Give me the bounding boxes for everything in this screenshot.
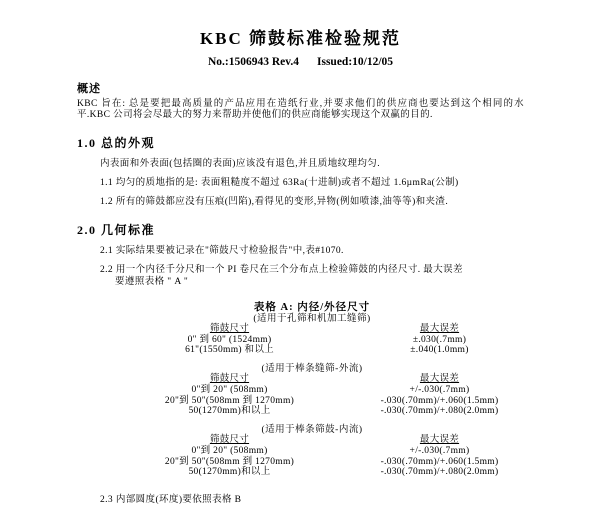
section-2-heading: 2.0 几何标准 <box>77 222 156 237</box>
cell-size: 61"(1550mm) 和以上 <box>185 345 274 356</box>
table-a <box>100 299 524 478</box>
subtable-1-caption: (适用于孔筛和机加工缝筛) <box>253 313 371 324</box>
cell-tolerance: ±.040(1.0mm) <box>410 345 469 356</box>
column-header-size: 筛鼓尺寸 <box>209 374 250 385</box>
overview-heading: 概述 <box>77 82 101 95</box>
column-header-size: 筛鼓尺寸 <box>209 435 250 446</box>
section-2-body <box>100 246 524 506</box>
table-header-row <box>114 435 534 446</box>
section-1-heading: 1.0 总的外观 <box>77 136 156 151</box>
table-row <box>114 406 534 417</box>
cell-size: 0"到 20" (508mm) <box>191 445 268 456</box>
table-row <box>114 335 534 346</box>
spacer <box>100 356 524 364</box>
cell-size: 0"到 20" (508mm) <box>191 385 268 395</box>
subtable-3-grid <box>114 435 534 478</box>
table-row <box>114 396 534 407</box>
table-row <box>114 345 534 356</box>
section-1-intro: 内表面和外表面(包括圈的表面)应该没有退色,并且质地纹理均匀. <box>100 159 380 170</box>
cell-tolerance: ±.030(.7mm) <box>412 334 467 345</box>
item-1-2: 1.2 所有的筛鼓都应没有压痕(凹陷),看得见的变形,异物(例如喷漆,油等等)和夹渣. <box>100 196 449 207</box>
issued-date: Issued:10/12/05 <box>317 55 394 68</box>
cell-size: 20"到 50"(508mm 到 1270mm) <box>164 395 295 406</box>
column-header-size: 筛鼓尺寸 <box>209 324 250 335</box>
cell-tolerance: -.030(.70mm)/+.080(2.0mm) <box>380 406 499 417</box>
document-number-line <box>77 56 524 68</box>
subtable-1-grid <box>114 324 534 356</box>
column-header-tolerance: 最大误差 <box>419 374 460 385</box>
column-header-tolerance: 最大误差 <box>419 324 460 335</box>
cell-tolerance: -.030(.70mm)/+.080(2.0mm) <box>380 467 499 478</box>
table-a-title: 表格 A: 内径/外径尺寸 <box>253 301 371 313</box>
item-2-1: 2.1 实际结果要被记录在"筛鼓尺寸检验报告"中,表#1070. <box>100 245 344 256</box>
subtable-3-caption: (适用于棒条筛鼓-内流) <box>261 424 363 435</box>
table-row <box>114 385 534 396</box>
table-header-row <box>114 324 534 335</box>
table-header-row <box>114 374 534 385</box>
document-title: KBC 筛鼓标准检验规范 <box>199 29 402 48</box>
spacer <box>100 417 524 425</box>
section-1-body <box>100 159 524 208</box>
table-row <box>114 446 534 457</box>
cell-tolerance: -.030(.70mm)/+.060(1.5mm) <box>380 456 499 467</box>
cell-tolerance: +/-.030(.7mm) <box>409 445 470 456</box>
cell-size: 50(1270mm)和以上 <box>188 467 271 478</box>
column-header-tolerance: 最大误差 <box>419 435 460 446</box>
subtable-bar-outflow <box>100 364 524 417</box>
item-2-2-line1: 2.2 用一个内径千分尺和一个 PI 卷尺在三个分布点上检验筛鼓的内径尺寸. 最大误差 <box>100 264 463 275</box>
item-1-1: 1.1 均匀的质地指的是: 表面粗糙度不超过 63Ra(十进制)或者不超过 1.6µmRa(公制) <box>100 178 459 189</box>
cell-size: 0" 到 60" (1524mm) <box>187 334 272 345</box>
cell-tolerance: -.030(.70mm)/+.060(1.5mm) <box>380 395 499 406</box>
subtable-2-caption: (适用于棒条缝筛-外流) <box>261 363 363 374</box>
item-2-3: 2.3 内部圆度(环度)要依照表格 B <box>100 494 242 505</box>
subtable-hole-machined <box>100 314 524 356</box>
table-row <box>114 467 534 478</box>
cell-tolerance: +/-.030(.7mm) <box>409 385 470 395</box>
cell-size: 20"到 50"(508mm 到 1270mm) <box>164 456 295 467</box>
document-number: No.:1506943 Rev.4 <box>207 55 299 68</box>
subtable-2-grid <box>114 374 534 417</box>
cell-size: 50(1270mm)和以上 <box>188 406 271 417</box>
subtable-bar-inflow <box>100 425 524 478</box>
item-2-2-line2: 要遵照表格 " A " <box>115 276 189 287</box>
table-row <box>114 457 534 468</box>
overview-paragraph: KBC 旨在: 总是要把最高质量的产品应用在造纸行业,并要求他们的供应商也要达到这个相同的水平.KBC 公司将会尽最大的努力来帮助并使他们的供应商能够实现这个双赢的目的. <box>77 98 524 120</box>
